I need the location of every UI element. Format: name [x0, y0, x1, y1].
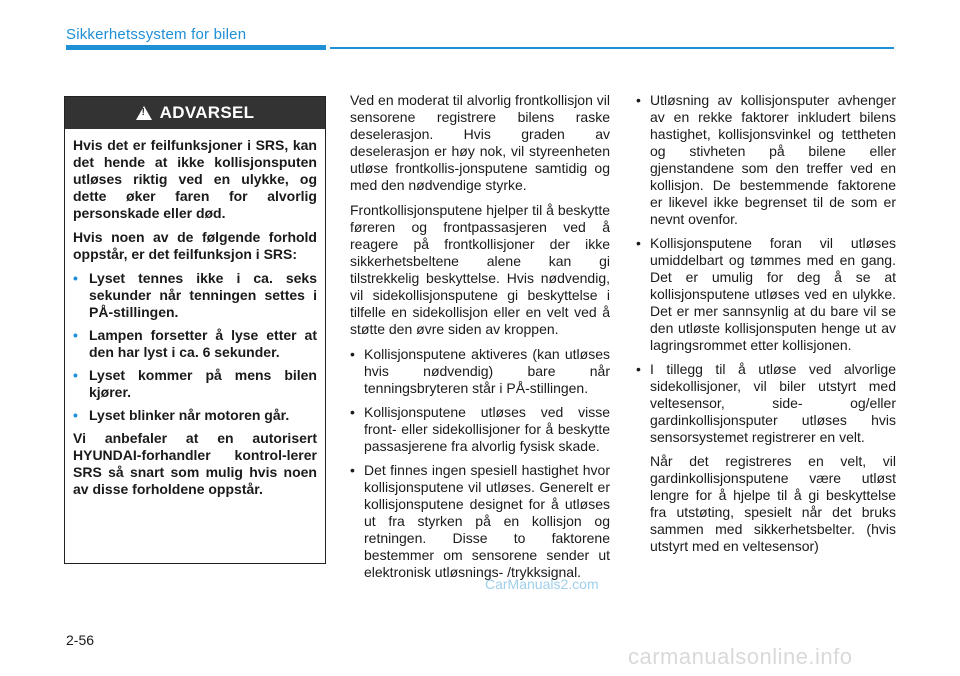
warning-list-item: • Lyset kommer på mens bilen kjører. [73, 367, 317, 401]
middle-column [350, 92, 610, 588]
bullet-item: • Kollisjonsputene aktiveres (kan utløses hvis nødvendig) bare når tenningsbryteren står i PÅ-stillingen. [350, 346, 610, 397]
watermark-site: carmanualsonline.info [628, 644, 853, 669]
continuation-paragraph: Når det registreres en velt, vil gardinkollisjonsputene være utløst lengre for å hjelpe til å gi beskyttelse fra utstøting, spesielt når det bruks sammen med sikkerhetsbelter. (hvis utstyrt med en veltesensor) [650, 453, 896, 554]
watermark-overlay: CarManuals2.com [485, 576, 599, 592]
bullet-item: • Det finnes ingen spesiell hastighet hvor kollisjonsputene vil utløses. Generelt er kollisjonsputene designet for å utløses ut fra styrken på en kollisjon og retningen. Disse to faktorene bestemmer om sensorene sender ut elektronisk utløsnings- /trykksignal. [350, 462, 610, 581]
bullet-list [350, 346, 610, 581]
bullet-item: • I tillegg til å utløse ved alvorlige sidekollisjoner, vil biler utstyrt med veltesensor, side- og/eller gardinkollisjonsputer utløses hvis sensorsystemet registrerer en velt. [636, 361, 896, 446]
body-paragraph: Ved en moderat til alvorlig frontkollisjon vil sensorene registrere bilens raske deselerasjon. Hvis graden av deselerasjon er høy nok, vil styreenheten utløse frontkollis-jonsputene samtidig og med den nødvendige styrke. [350, 92, 610, 193]
page-number: 2-56 [66, 632, 95, 648]
bullet-item: • Utløsning av kollisjonsputer avhenger av en rekke faktorer inkludert bilens hastighet, kollisjonsvinkel og tettheten og stivheten på bilene eller gjenstandene som den treffer ved en kollisjon. De bestemmende faktorene er likevel ikke begrenset til de som er nevnt ovenfor. [636, 92, 896, 228]
warning-list-item: • Lyset blinker når motoren går. [73, 407, 317, 424]
bullet-item: • Kollisjonsputene foran vil utløses umiddelbart og tømmes med en gang. Det er umulig for deg å se at kollisjonsputene utløses ved en ulykke. Det er mer sannsynlig at du bare vil se den utløste kollisjonsputen henge ut av lagringsrommet etter kollisjonen. [636, 235, 896, 354]
warning-list-item: • Lyset tennes ikke i ca. seks sekunder når tenningen settes i PÅ-stillingen. [73, 270, 317, 321]
warning-paragraph: Hvis det er feilfunksjoner i SRS, kan det hende at ikke kollisjonsputen utløses riktig ved en ulykke, og dette øker faren for alvorlig personskade eller død. [73, 137, 317, 221]
warning-paragraph: Hvis noen av de følgende forhold oppstår, er det feilfunksjon i SRS: [73, 229, 317, 262]
section-title: Sikkerhetssystem for bilen [66, 26, 247, 43]
bullet-item: • Kollisjonsputene utløses ved visse front- eller sidekollisjoner for å beskytte passasjerene fra alvorlig fysisk skade. [350, 404, 610, 455]
header-rule-thin [330, 47, 894, 49]
warning-paragraph: Vi anbefaler at en autorisert HYUNDAI-forhandler kontrol-lerer SRS så snart som mulig hvis noen av disse forholdene oppstår. [73, 430, 317, 497]
warning-list-item: • Lampen forsetter å lyse etter at den har lyst i ca. 6 sekunder. [73, 327, 317, 361]
warning-header [65, 97, 325, 129]
warning-body [65, 129, 325, 498]
bullet-list [636, 92, 896, 446]
body-paragraph: Frontkollisjonsputene hjelper til å beskytte føreren og frontpassasjeren ved å reagere på frontkollisjoner der ikke sikkerhetsbeltene alene kan gi tilstrekkelig beskyttelse. Hvis nødvendig, vil sidekollisjonsputene gi beskyttelse i tilfelle en sidekollisjon eller en velt ved å støtte den øvre siden av kroppen. [350, 202, 610, 337]
right-column [636, 92, 896, 563]
warning-triangle-icon [136, 106, 152, 120]
warning-list [73, 270, 317, 424]
warning-title: ADVARSEL [159, 103, 255, 122]
warning-box [64, 96, 326, 564]
header-rule-thick [66, 45, 326, 50]
